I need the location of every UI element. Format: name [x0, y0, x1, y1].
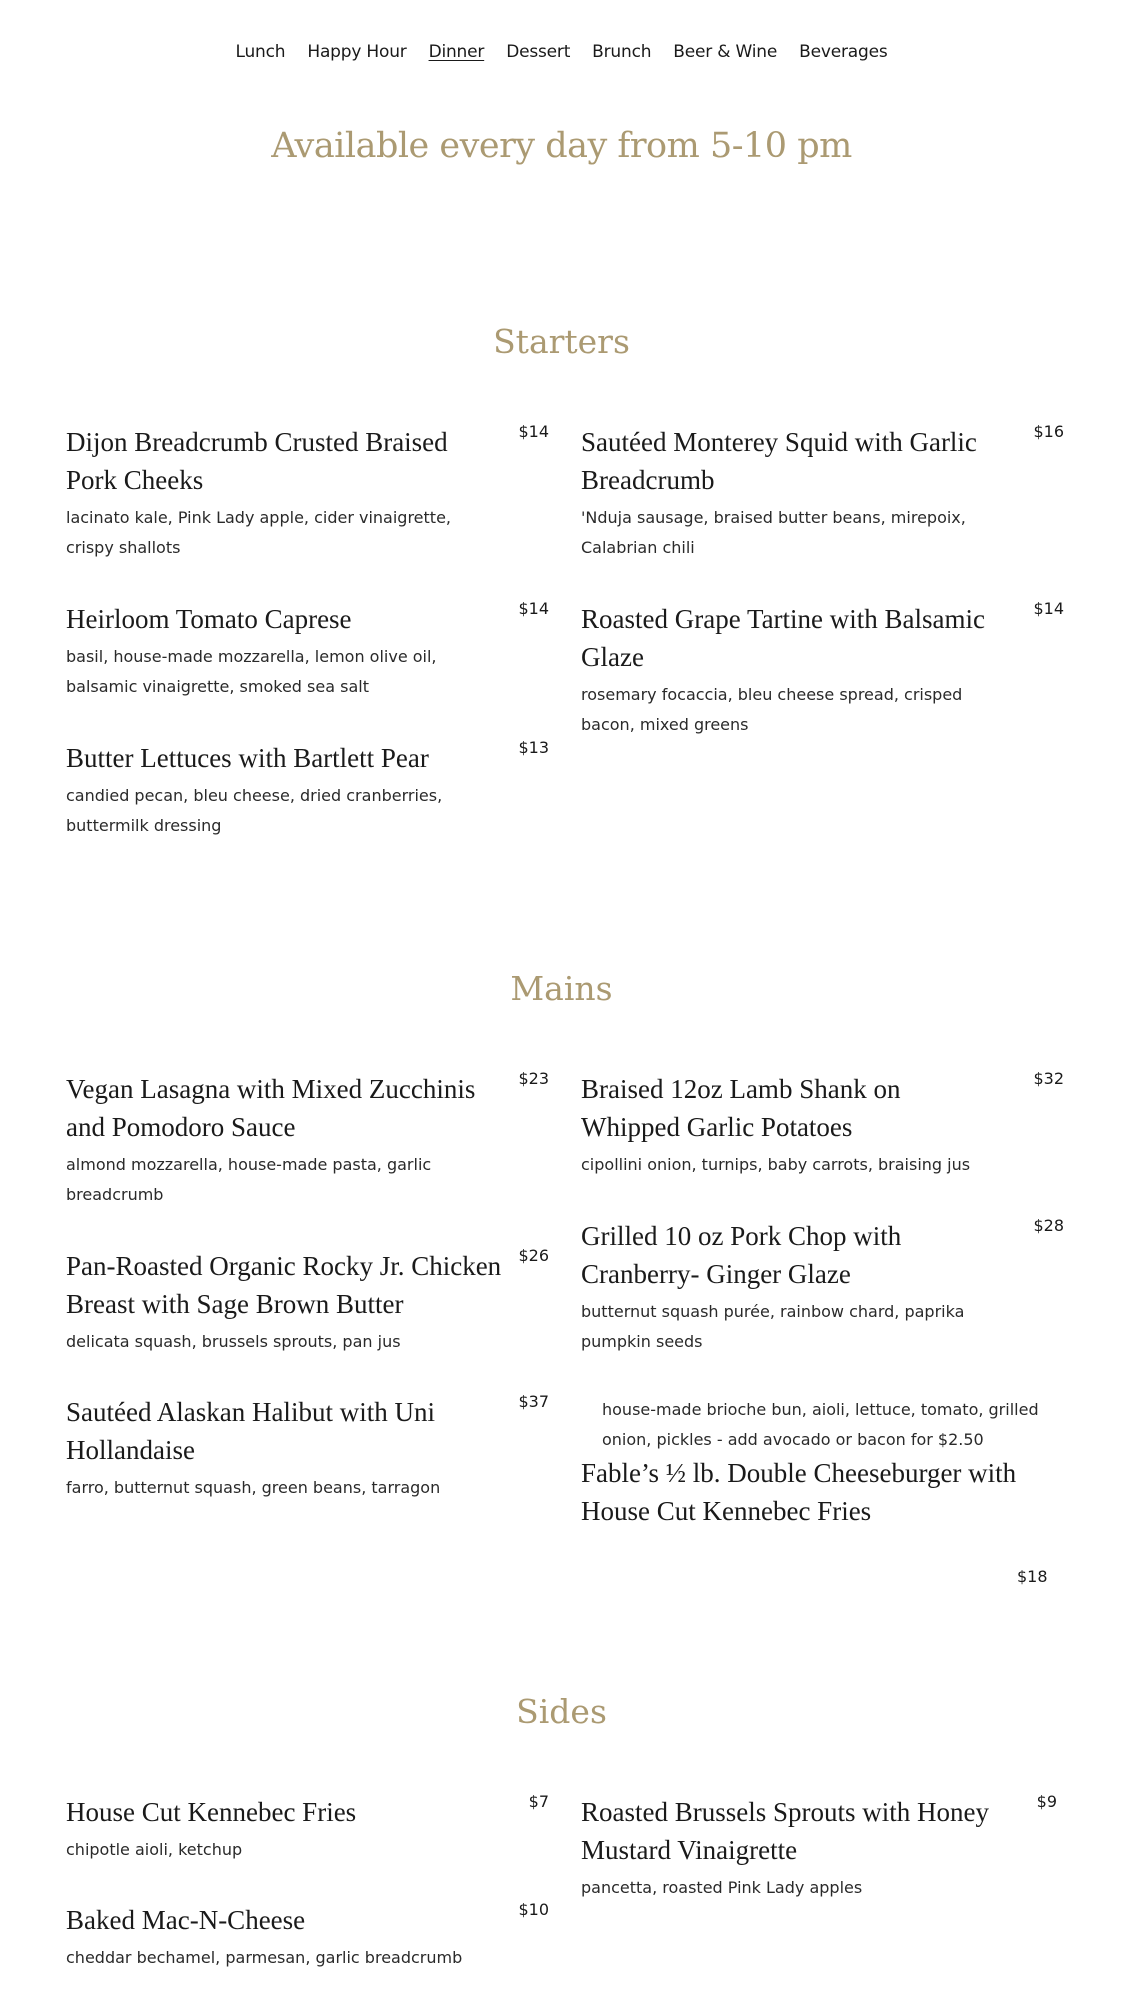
item-name: Butter Lettuces with Bartlett Pear — [66, 743, 429, 773]
nav-beverages[interactable]: Beverages — [799, 42, 888, 62]
item-name: Heirloom Tomato Caprese — [66, 604, 352, 634]
menu-item — [581, 1792, 1057, 1903]
menu-item — [66, 422, 549, 563]
item-name: Fable’s ½ lb. Double Cheeseburger with House Cut Kennebec Fries — [581, 1458, 1017, 1526]
item-price: $26 — [518, 1246, 549, 1265]
item-price: $9 — [1036, 1792, 1057, 1811]
menu-item — [581, 599, 1064, 740]
item-description: rosemary focaccia, bleu cheese spread, crisped bacon, mixed greens — [581, 685, 963, 734]
menu-item — [66, 1792, 549, 1865]
menu-item — [66, 1246, 549, 1357]
item-name: Roasted Grape Tartine with Balsamic Glaze — [581, 604, 985, 672]
item-description: chipotle aioli, ketchup — [66, 1840, 243, 1859]
menu-item — [66, 1392, 549, 1503]
item-description: cheddar bechamel, parmesan, garlic breadcrumb — [66, 1948, 463, 1967]
item-price: $13 — [518, 738, 549, 757]
item-name: Sautéed Monterey Squid with Garlic Breadcrumb — [581, 427, 977, 495]
item-name: Grilled 10 oz Pork Chop with Cranberry- Ginger Glaze — [581, 1221, 902, 1289]
section-title-starters: Starters — [493, 322, 630, 361]
item-name: Baked Mac-N-Cheese — [66, 1905, 306, 1935]
item-description: almond mozzarella, house-made pasta, garlic breadcrumb — [66, 1155, 432, 1204]
item-description: pancetta, roasted Pink Lady apples — [581, 1878, 863, 1897]
menu-item — [66, 1069, 549, 1210]
item-price: $7 — [528, 1792, 549, 1811]
item-price: $28 — [1033, 1216, 1064, 1235]
item-price: $14 — [1033, 599, 1064, 618]
nav-happy-hour[interactable]: Happy Hour — [307, 42, 407, 62]
menu-item — [66, 599, 549, 702]
item-name: Braised 12oz Lamb Shank on Whipped Garlic Potatoes — [581, 1074, 901, 1142]
item-price: $23 — [518, 1069, 549, 1088]
menu-item — [581, 1069, 1064, 1180]
nav-dessert[interactable]: Dessert — [506, 42, 571, 62]
section-title-mains: Mains — [510, 969, 613, 1008]
menu-item — [581, 422, 1064, 563]
item-description: lacinato kale, Pink Lady apple, cider vinaigrette, crispy shallots — [66, 508, 451, 557]
item-description: candied pecan, bleu cheese, dried cranberries, buttermilk dressing — [66, 786, 443, 835]
section-title-sides: Sides — [516, 1692, 607, 1731]
item-price: $14 — [518, 422, 549, 441]
nav-brunch[interactable]: Brunch — [592, 42, 652, 62]
item-name: House Cut Kennebec Fries — [66, 1797, 357, 1827]
item-description: farro, butternut squash, green beans, tarragon — [66, 1478, 441, 1497]
item-price: $16 — [1033, 422, 1064, 441]
item-description: delicata squash, brussels sprouts, pan jus — [66, 1332, 401, 1351]
menu-nav — [0, 42, 1123, 62]
item-name: Dijon Breadcrumb Crusted Braised Pork Cheeks — [66, 427, 448, 495]
item-name: Sautéed Alaskan Halibut with Uni Hollandaise — [66, 1397, 435, 1465]
item-price: $18 — [1017, 1567, 1048, 1586]
item-description: butternut squash purée, rainbow chard, paprika pumpkin seeds — [581, 1302, 965, 1351]
nav-dinner[interactable]: Dinner — [428, 42, 485, 62]
menu-item — [66, 738, 549, 841]
item-description: 'Nduja sausage, braised butter beans, mirepoix, Calabrian chili — [581, 508, 966, 557]
menu-item — [66, 1900, 549, 1973]
item-price: $14 — [518, 599, 549, 618]
nav-beer-wine[interactable]: Beer & Wine — [673, 42, 778, 62]
menu-item — [581, 1216, 1064, 1357]
item-description: house-made brioche bun, aioli, lettuce, tomato, grilled onion, pickles - add avocado or bacon for $2.50 — [602, 1400, 1039, 1449]
item-name: Vegan Lasagna with Mixed Zucchinis and Pomodoro Sauce — [66, 1074, 476, 1142]
item-name: Roasted Brussels Sprouts with Honey Mustard Vinaigrette — [581, 1797, 989, 1865]
item-description: basil, house-made mozzarella, lemon olive oil, balsamic vinaigrette, smoked sea salt — [66, 647, 437, 696]
availability-subtitle: Available every day from 5-10 pm — [271, 126, 852, 166]
item-price: $10 — [518, 1900, 549, 1919]
nav-lunch[interactable]: Lunch — [235, 42, 286, 62]
item-name: Pan-Roasted Organic Rocky Jr. Chicken Breast with Sage Brown Butter — [66, 1251, 502, 1319]
item-description: cipollini onion, turnips, baby carrots, braising jus — [581, 1155, 971, 1174]
item-price: $32 — [1033, 1069, 1064, 1088]
item-price: $37 — [518, 1392, 549, 1411]
